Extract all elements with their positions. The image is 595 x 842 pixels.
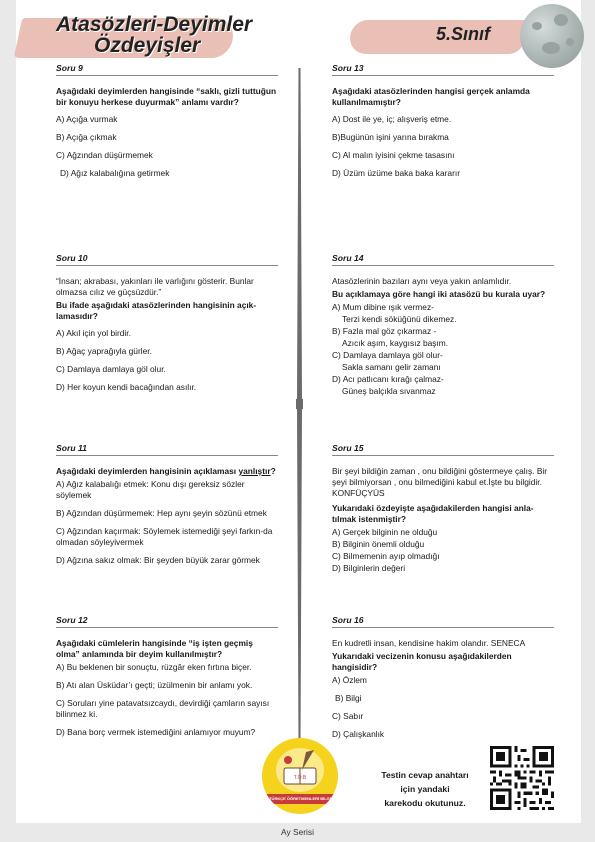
option-c[interactable]: C) Damlaya damlaya göl olur. <box>56 364 166 374</box>
question-stem: Aşağıdaki cümlelerin hangisinde “iş işten geçmiş olma” anlamında bir deyim kullanılmıştır? <box>56 638 253 659</box>
option-d[interactable]: D) Bana borç vermek istemediğini anlamıyor muyum? <box>56 727 256 737</box>
option-a-second-line[interactable]: Terzi kendi söküğünü dikemez. <box>342 314 457 324</box>
question-12 <box>56 615 278 745</box>
option-c-second-line[interactable]: Sakla samanı gelir zamanı <box>342 362 441 372</box>
question-10 <box>56 253 278 400</box>
option-c[interactable]: C) Al malın iyisini çekme tasasını <box>332 150 455 160</box>
option-d[interactable]: D) Her koyun kendi bacağından asılır. <box>56 382 197 392</box>
option-c[interactable]: C) Sabır <box>332 711 364 721</box>
option-c[interactable]: C) Soruları yine patavatsızcaydı, devirdiği çamların sayısı bilinmez ki. <box>56 698 270 719</box>
option-b[interactable]: B) Bilgi <box>335 693 362 703</box>
question-14 <box>332 253 554 398</box>
association-logo <box>262 738 338 814</box>
qr-instruction <box>372 768 478 810</box>
option-a[interactable]: A) Mum dibine ışık vermez- <box>332 302 434 312</box>
question-number: Soru 10 <box>56 253 278 266</box>
page-title <box>56 14 252 56</box>
option-a[interactable]: A) Ağız kalabalığı etmek: Konu dışı gereksiz sözler söylemek <box>56 479 245 500</box>
logo-badge-text: T.Ö.B <box>293 775 307 781</box>
logo-emblem <box>276 748 324 792</box>
qr-instruction-line-3: karekodu okutunuz. <box>384 798 466 808</box>
question-number: Soru 11 <box>56 443 278 456</box>
question-stem: Bu ifade aşağıdaki atasözlerinden hangisinin açık-lamasıdır? <box>56 300 257 321</box>
question-number: Soru 9 <box>56 63 278 76</box>
question-number: Soru 14 <box>332 253 554 266</box>
question-15 <box>332 443 554 575</box>
option-b[interactable]: B) Açığa çıkmak <box>56 132 117 142</box>
question-passage: En kudretli insan, kendisine hakim olandır. SENECA <box>332 638 526 648</box>
question-stem-emphasis: yanlıştır <box>238 466 271 476</box>
option-d[interactable]: D) Ağız kalabalığına getirmek <box>60 168 170 178</box>
logo-ribbon: TÜRKÇE ÖĞRETMENLERİ BİLGİ <box>266 794 334 804</box>
option-a[interactable]: A) Gerçek bilginin ne olduğu <box>332 527 438 537</box>
column-divider <box>296 68 303 743</box>
option-d[interactable]: D) Üzüm üzüme baka baka kararır <box>332 168 460 178</box>
question-passage: “İnsan; akrabası, yakınları ile varlığını gösterir. Bunlar olmazsa cılız ve güçsüzdür.” <box>56 276 254 297</box>
question-passage: Bir şeyi bildiğin zaman , onu bildiğini göstermeye çalış. Bir şeyi bilmiyorsan , onu bilmediğini kabul et.İşte bu bilgidir. KONFÜÇYÜS <box>332 466 548 498</box>
option-d[interactable]: D) Acı patlıcanı kırağı çalmaz- <box>332 374 444 384</box>
qr-code[interactable] <box>490 746 554 810</box>
option-d[interactable]: D) Bilginlerin değeri <box>332 563 406 573</box>
question-13 <box>332 63 554 186</box>
question-number: Soru 15 <box>332 443 554 456</box>
option-c[interactable]: C) Damlaya damlaya göl olur- <box>332 350 443 360</box>
option-c[interactable]: C) Ağzından düşürmemek <box>56 150 153 160</box>
question-number: Soru 13 <box>332 63 554 76</box>
option-c[interactable]: C) Ağzından kaçırmak: Söylemek istemediği şeyi farkın-da olmadan söyleyivermek <box>56 526 273 547</box>
option-b[interactable]: B)Bugünün işini yarına bırakma <box>332 132 449 142</box>
option-b[interactable]: B) Bilginin önemli olduğu <box>332 539 425 549</box>
option-c[interactable]: C) Bilmemenin ayıp olmadığı <box>332 551 440 561</box>
option-a[interactable]: A) Akıl için yol birdir. <box>56 328 131 338</box>
option-b[interactable]: B) Atı alan Üsküdar’ı geçti; üzülmenin bir anlamı yok. <box>56 680 253 690</box>
qr-instruction-line-2: için yandaki <box>400 784 450 794</box>
title-line-2: Özdeyişler <box>94 34 201 57</box>
title-line-1: Atasözleri-Deyimler <box>56 13 253 36</box>
question-stem <box>56 466 278 477</box>
option-a[interactable]: A) Açığa vurmak <box>56 114 118 124</box>
question-stem: Yukarıdaki vecizenin konusu aşağıdakilerden hangisidir? <box>332 651 512 672</box>
question-number: Soru 12 <box>56 615 278 628</box>
question-passage: Atasözlerinin bazıları aynı veya yakın anlamlıdır. <box>332 276 512 286</box>
option-d[interactable]: D) Çalışkanlık <box>332 729 385 739</box>
option-b[interactable]: B) Ağaç yaprağıyla gürler. <box>56 346 152 356</box>
question-9 <box>56 63 278 186</box>
question-11 <box>56 443 278 573</box>
option-b[interactable]: B) Fazla mal göz çıkarmaz - <box>332 326 437 336</box>
option-a[interactable]: A) Özlem <box>332 675 367 685</box>
question-stem: Aşağıdaki deyimlerden hangisinde “saklı, gizli tuttuğun bir konuyu herkese duyurmak” anlamı vardır? <box>56 86 277 107</box>
question-16 <box>332 615 554 747</box>
book-quill-icon <box>276 748 324 792</box>
moon-icon <box>520 4 584 68</box>
question-stem: Yukarıdaki özdeyişte aşağıdakilerden hangisi anla-tılmak istenmiştir? <box>332 503 534 524</box>
question-stem-end: ? <box>270 466 276 476</box>
option-d[interactable]: D) Ağzına sakız olmak: Bir şeyden büyük zarar görmek <box>56 555 260 565</box>
qr-instruction-line-1: Testin cevap anahtarı <box>381 770 469 780</box>
question-stem: Bu açıklamaya göre hangi iki atasözü bu kurala uyar? <box>332 289 546 299</box>
question-stem-text: Aşağıdaki deyimlerden hangisinin açıklaması <box>56 466 237 476</box>
option-b[interactable]: B) Ağzından düşürmemek: Hep aynı şeyin sözünü etmek <box>56 508 267 518</box>
question-number: Soru 16 <box>332 615 554 628</box>
option-b-second-line[interactable]: Azıcık aşım, kaygısız başım. <box>342 338 449 348</box>
question-stem: Aşağıdaki atasözlerinden hangisi gerçek anlamda kullanılmamıştır? <box>332 86 530 107</box>
option-a[interactable]: A) Dost ile ye, iç; alışveriş etme. <box>332 114 452 124</box>
series-footer: Ay Serisi <box>281 827 314 837</box>
option-d-second-line[interactable]: Güneş balçıkla sıvanmaz <box>342 386 436 396</box>
option-a[interactable]: A) Bu beklenen bir sonuçtu, rüzgâr eken fırtına biçer. <box>56 662 252 672</box>
grade-label: 5.Sınıf <box>436 24 491 44</box>
